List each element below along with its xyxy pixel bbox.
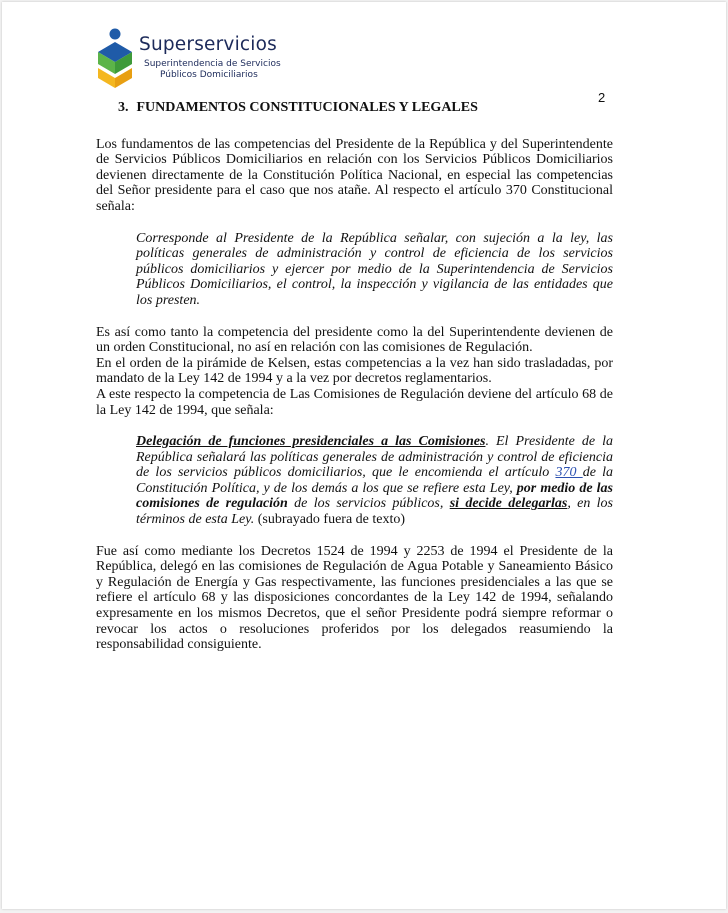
quote2-text3: de los servicios públicos, [287,496,450,512]
document-body [96,100,613,653]
article-370-link[interactable]: 370 [555,465,583,481]
quote-article-68 [136,434,613,528]
document-page [2,2,726,909]
paragraph-3: Fue así como mediante los Decretos 1524 de 1994 y 2253 de 1994 el Presidente de la República, delegó en las comisiones de Regulación de Agua Potable y Saneamiento Básico y Regulación de Energía y Gas respectivamente, las funciones presidenciales a las que se refiere el artículo 68 y las disposiciones concordantes de la Ley 142 de 1994, señalando expresamente en los mismos Decretos, que el señor Presidente podrá siempre reformar o revocar los actos o resoluciones proferidos por los delegados reasumiendo la responsabilidad consiguiente. [96,543,613,653]
brand-name: Superservicios [139,34,277,55]
quote2-note: (subrayado fuera de texto) [254,512,406,528]
superservicios-logo-icon [94,28,136,90]
quote2-text2: de la Constitución Política, y de los demás a los que se refiere esta Ley, [136,465,614,496]
quote2-bold3: si decide delegarlas [449,496,568,512]
paragraph-2c: A este respecto la competencia de Las Comisiones de Regulación deviene del artículo 68 de la Ley 142 de 1994, que señala: [96,386,613,418]
page-number: 2 [598,90,606,105]
paragraph-2a: Es así como tanto la competencia del presidente como la del Superintendente devienen de un orden Constitucional, no así en relación con las comisiones de Regulación. [96,324,613,356]
superservicios-logo [94,28,294,90]
paragraph-2b: En el orden de la pirámide de Kelsen, estas competencias a la vez han sido trasladadas, por mandato de la Ley 142 de 1994 y a la vez por decretos reglamentarios. [96,355,613,387]
section-number: 3. [118,100,129,115]
quote2-bold2: por medio de las comisiones de regulación [136,480,613,512]
section-heading [118,100,613,116]
section-title: FUNDAMENTOS CONSTITUCIONALES Y LEGALES [136,100,478,115]
brand-subtitle-line2: Públicos Domiciliarios [160,70,258,80]
quote2-bold-title: Delegación de funciones presidenciales a las Comisiones [136,434,486,450]
paragraph-1: Los fundamentos de las competencias del Presidente de la República y del Superintendente de Servicios Públicos Domiciliarios en relación con los Servicios Públicos Domiciliarios devienen directamente de la Constitución Política Nacional, en especial las competencias del Señor presidente para el caso que nos atañe. Al respecto el artículo 370 Constitucional señala: [96,136,613,214]
quote2-text4: , en los términos de esta Ley. [136,496,613,528]
brand-subtitle-line1: Superintendencia de Servicios [144,59,281,69]
quote-article-370: Corresponde al Presidente de la República señalar, con sujeción a la ley, las políticas generales de administración y control de eficiencia de los servicios públicos domiciliarios y ejercer por medio de la Superintendencia de Servicios Públicos Domiciliarios, el control, la inspección y vigilancia de las entidades que los presten. [136,230,613,308]
quote2-text1: . El Presidente de la República señalará las políticas generales de administración y control de eficiencia de los servicios públicos domiciliarios, que le encomienda el artículo [136,434,613,481]
